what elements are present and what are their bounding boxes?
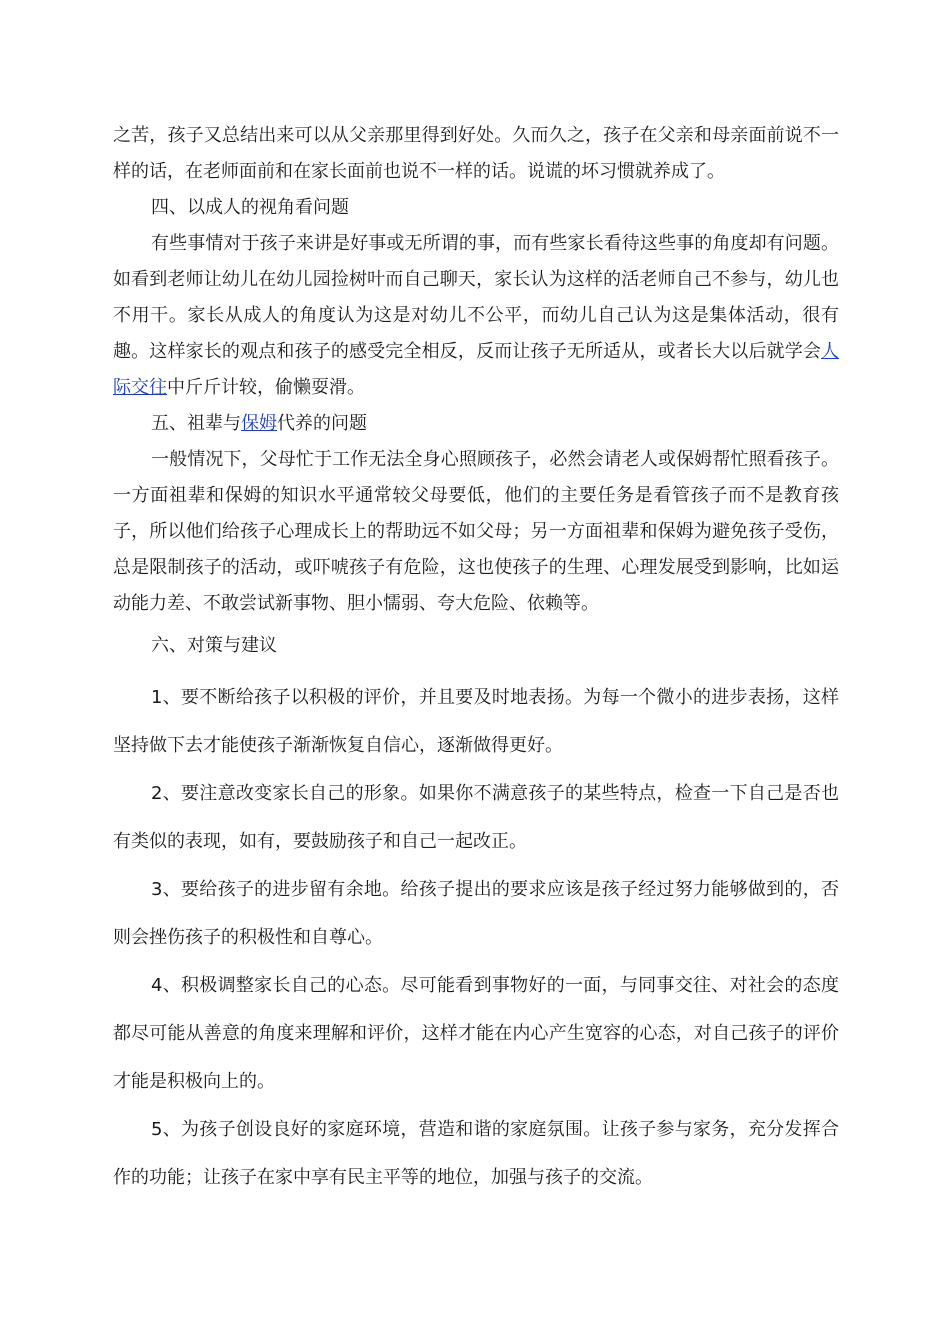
suggestion-number: 2	[151, 783, 163, 804]
document-page	[113, 118, 839, 1202]
suggestion-number: 1	[151, 687, 163, 708]
paragraph-text: 有些事情对于孩子来讲是好事或无所谓的事，而有些家长看待这些事的角度却有问题。如看到老师让幼儿在幼儿园捡树叶而自己聊天，家长认为这样的活老师自己不参与，幼儿也不用干。家长从成人的角度认为这是对幼儿不公平，而幼儿自己认为这是集体活动，很有趣。这样家长的观点和孩子的感受完全相反，反而让孩子无所适从，或者长大以后就学会	[113, 233, 839, 362]
link-interpersonal[interactable]: 人际交往	[113, 341, 839, 398]
paragraph-text: 中斤斤计较，偷懒耍滑。	[167, 377, 365, 398]
suggestion-text: 、要给孩子的进步留有余地。给孩子提出的要求应该是孩子经过努力能够做到的，否则会挫伤孩子的积极性和自尊心。	[113, 879, 839, 948]
heading-countermeasures: 六、对策与建议	[151, 635, 277, 656]
heading-text: 代养的问题	[277, 413, 367, 434]
heading-adult-perspective: 四、以成人的视角看问题	[151, 197, 349, 218]
heading-text: 五、祖辈与	[151, 413, 241, 434]
suggestion-number: 3	[151, 879, 163, 900]
suggestion-item-3	[113, 866, 839, 962]
suggestion-text: 、要不断给孩子以积极的评价，并且要及时地表扬。为每一个微小的进步表扬，这样坚持做下去才能使孩子渐渐恢复自信心，逐渐做得更好。	[113, 687, 839, 756]
suggestion-item-4	[113, 962, 839, 1106]
paragraph-adult-perspective	[113, 226, 839, 406]
suggestion-item-5	[113, 1106, 839, 1202]
suggestion-number: 5	[151, 1119, 163, 1140]
heading-grandparents-nanny	[113, 406, 839, 442]
suggestion-item-2	[113, 770, 839, 866]
paragraph-grandparents-nanny: 一般情况下，父母忙于工作无法全身心照顾孩子，必然会请老人或保姆帮忙照看孩子。一方面祖辈和保姆的知识水平通常较父母要低，他们的主要任务是看管孩子而不是教育孩子，所以他们给孩子心理成长上的帮助远不如父母；另一方面祖辈和保姆为避免孩子受伤，总是限制孩子的活动，或吓唬孩子有危险，这也使孩子的生理、心理发展受到影响，比如运动能力差、不敢尝试新事物、胆小懦弱、夸大危险、依赖等。	[113, 449, 839, 614]
suggestion-text: 、要注意改变家长自己的形象。如果你不满意孩子的某些特点，检查一下自己是否也有类似的表现，如有，要鼓励孩子和自己一起改正。	[113, 783, 839, 852]
suggestion-text: 、为孩子创设良好的家庭环境，营造和谐的家庭氛围。让孩子参与家务，充分发挥合作的功能；让孩子在家中享有民主平等的地位，加强与孩子的交流。	[113, 1119, 839, 1188]
suggestion-item-1	[113, 674, 839, 770]
suggestion-text: 、积极调整家长自己的心态。尽可能看到事物好的一面，与同事交往、对社会的态度都尽可能从善意的角度来理解和评价，这样才能在内心产生宽容的心态，对自己孩子的评价才能是积极向上的。	[113, 975, 839, 1092]
suggestion-number: 4	[151, 975, 163, 996]
paragraph-lying-habit: 之苦，孩子又总结出来可以从父亲那里得到好处。久而久之，孩子在父亲和母亲面前说不一样的话，在老师面前和在家长面前也说不一样的话。说谎的坏习惯就养成了。	[113, 125, 839, 182]
link-nanny[interactable]: 保姆	[241, 413, 277, 434]
